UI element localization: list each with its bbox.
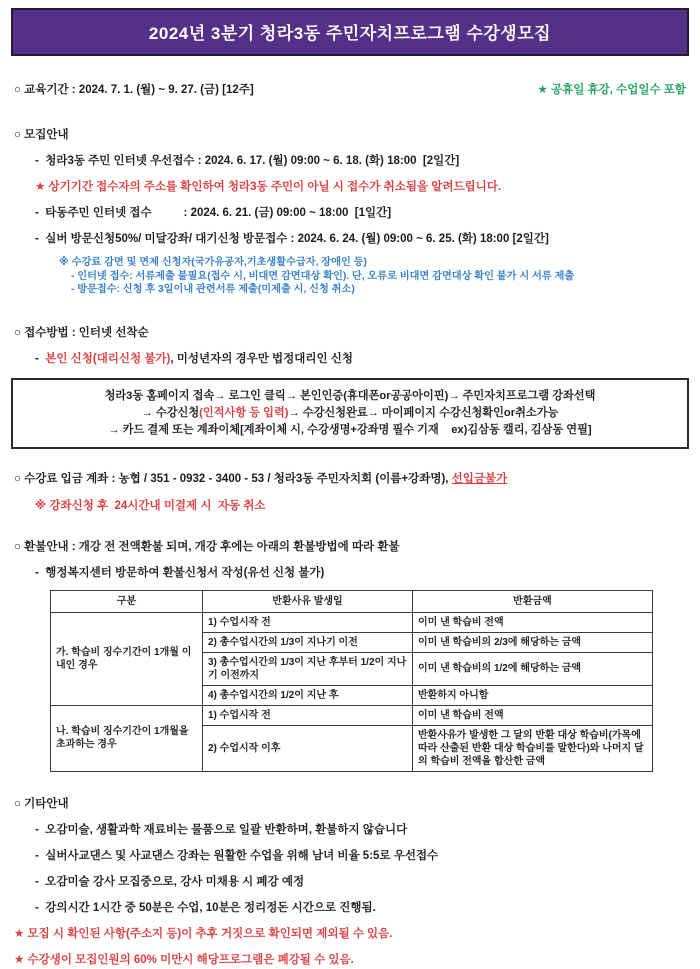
holiday-note: ★ 공휴일 휴강, 수업일수 포함 <box>537 84 686 96</box>
apply-self-red: 본인 신청(대리신청 불가) <box>45 352 171 365</box>
flow-line-2-pre: → 수강신청 <box>141 406 200 419</box>
flow-line-2 <box>17 405 683 422</box>
reason-cell: 1) 수업시작 전 <box>203 612 413 632</box>
etc-item-dance-ratio: - 실버사교댄스 및 사교댄스 강좌는 원활한 수업을 위해 남녀 비율 5:5로 우선접수 <box>35 849 439 862</box>
recruit-heading: ○ 모집안내 <box>14 129 69 141</box>
amount-cell: 반환하지 아니함 <box>413 685 653 705</box>
amount-cell: 이미 낸 학습비 전액 <box>413 705 653 725</box>
refund-table-header-row <box>51 590 653 612</box>
education-period-text: ○ 교육기간 : 2024. 7. 1. (월) ~ 9. 27. (금) [12주] <box>14 84 254 96</box>
payment-account-line <box>14 471 686 488</box>
recruit-item-silver-visit: - 실버 방문신청50%/ 미달강좌/ 대기신청 방문접수 : 2024. 6. 24. (월) 09:00 ~ 6. 25. (화) 18:00 [2일간] <box>35 233 549 245</box>
warning-star-closure: ★ 수강생이 모집인원의 60% 미만시 해당프로그램은 폐강될 수 있음. <box>14 953 354 966</box>
payment-prepay-warning: 선입금불가 <box>451 472 508 485</box>
etc-item-materials: - 오감미술, 생활과학 재료비는 물품으로 일괄 반환하며, 환불하지 않습니다 <box>35 823 408 836</box>
reason-cell: 4) 총수업시간의 1/2이 지난 후 <box>203 685 413 705</box>
reason-cell: 3) 총수업시간의 1/3이 지난 후부터 1/2이 지나기 이전까지 <box>203 652 413 685</box>
apply-method-heading: ○ 접수방법 : 인터넷 선착순 <box>14 326 149 339</box>
flow-line-2-post: → 수강신청완료→ 마이페이지 수강신청확인or취소가능 <box>288 406 559 419</box>
amount-cell: 이미 낸 학습비의 1/2에 해당하는 금액 <box>413 652 653 685</box>
table-row <box>51 705 653 725</box>
reason-cell: 2) 수업시작 이후 <box>203 725 413 771</box>
amount-cell: 이미 낸 학습비 전액 <box>413 612 653 632</box>
page-title: 2024년 3분기 청라3동 주민자치프로그램 수강생모집 <box>148 24 552 43</box>
application-flow-box <box>11 378 689 449</box>
amount-cell: 이미 낸 학습비의 2/3에 해당하는 금액 <box>413 632 653 652</box>
recruit-address-warning: ★ 상기기간 접수자의 주소를 확인하여 청라3동 주민이 아닐 시 접수가 취소됨을 알려드립니다. <box>35 181 502 193</box>
group-a-label-cell: 가. 학습비 징수기간이 1개월 이내인 경우 <box>51 612 203 705</box>
reason-cell: 2) 총수업시간의 1/3이 지나기 이전 <box>203 632 413 652</box>
discount-note-visit: - 방문접수: 신청 후 3일이내 관련서류 제출(미제출 시, 신청 취소) <box>71 284 355 295</box>
refund-heading: ○ 환불안내 : 개강 전 전액환불 되며, 개강 후에는 아래의 환불방법에 따라 환불 <box>14 540 400 553</box>
etc-heading: ○ 기타안내 <box>14 797 69 810</box>
header-category: 구분 <box>51 590 203 612</box>
apply-self-rest: , 미성년자의 경우만 법정대리인 신청 <box>170 352 353 365</box>
notice-body <box>0 82 700 969</box>
refund-table <box>50 590 653 772</box>
title-banner <box>11 8 689 56</box>
etc-item-instructor: - 오감미술 강사 모집중으로, 강사 미채용 시 폐강 예정 <box>35 875 305 888</box>
apply-self-dash: - <box>35 352 46 365</box>
apply-self-line <box>35 351 686 368</box>
table-row <box>51 612 653 632</box>
education-period-row <box>14 82 686 99</box>
header-refund-amount: 반환금액 <box>413 590 653 612</box>
refund-visit-note: - 행정복지센터 방문하여 환불신청서 작성(유선 신청 불가) <box>35 566 325 579</box>
discount-note-internet: - 인터넷 접수: 서류제출 불필요(접수 시, 비대면 감면대상 확인). 단, 오류로 비대면 감면대상 확인 불가 시 서류 제출 <box>71 270 575 282</box>
flow-line-3: → 카드 결제 또는 계좌이체[계좌이체 시, 수강생명+강좌명 필수 기재 ex)김삼동 캘리, 김삼동 연필] <box>108 423 592 436</box>
discount-note-title: ※ 수강료 감면 및 면제 신청자(국가유공자,기초생활수급자, 장애인 등) <box>59 257 367 268</box>
amount-cell: 반환사유가 발생한 그 달의 반환 대상 학습비(가목에 따라 산출된 반환 대상 학습비를 말한다)와 나머지 달의 학습비 전액을 합산한 금액 <box>413 725 653 771</box>
discount-note-block <box>59 256 686 297</box>
recruit-item-internet-priority: - 청라3동 주민 인터넷 우선접수 : 2024. 6. 17. (월) 09:00 ~ 6. 18. (화) 18:00 [2일간] <box>35 155 460 167</box>
auto-cancel-note: ※ 강좌신청 후 24시간내 미결제 시 자동 취소 <box>35 499 266 512</box>
reason-cell: 1) 수업시작 전 <box>203 705 413 725</box>
flow-line-2-red: (인적사항 등 입력) <box>199 406 289 419</box>
warning-star-exclusion: ★ 모집 시 확인된 사항(주소지 등)이 추후 거짓으로 확인되면 제외될 수 있음. <box>14 927 393 940</box>
etc-item-class-time: - 강의시간 1시간 중 50분은 수업, 10분은 정리정돈 시간으로 진행됨. <box>35 901 376 914</box>
recruit-item-other-dong: - 타동주민 인터넷 접수 : 2024. 6. 21. (금) 09:00 ~ 18:00 [1일간] <box>35 207 392 219</box>
flow-line-1: 청라3동 홈페이지 접속→ 로그인 클릭→ 본인인증(휴대폰or공공아이핀)→ 주민자치프로그램 강좌선택 <box>104 389 596 402</box>
payment-account-text: ○ 수강료 입금 계좌 : 농협 / 351 - 0932 - 3400 - 53 / 청라3동 주민자치회 (이름+강좌명), <box>14 472 452 485</box>
header-reason-date: 반환사유 발생일 <box>203 590 413 612</box>
group-b-label-cell: 나. 학습비 징수기간이 1개월을 초과하는 경우 <box>51 705 203 771</box>
